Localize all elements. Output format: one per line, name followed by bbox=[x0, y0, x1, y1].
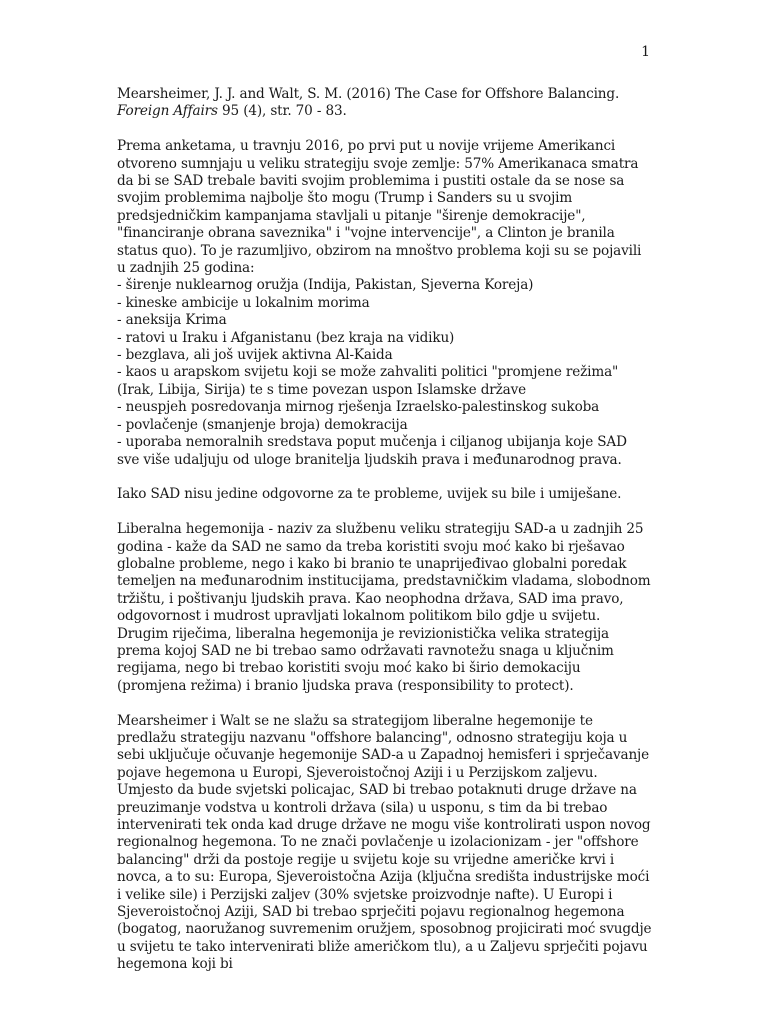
problem-list bbox=[117, 277, 652, 468]
page-number: 1 bbox=[641, 44, 650, 60]
list-item: - ratovi u Iraku i Afganistanu (bez kraja na vidiku) bbox=[117, 329, 455, 346]
paragraph-liberal-hegemony: Liberalna hegemonija - naziv za službenu veliku strategiju SAD-a u zadnjih 25 godina - kaže da SAD ne samo da treba koristiti svoju moć kako bi rješavao globalne probleme, nego i kako bi branio te unaprijeđivao globalni poredak temeljen na međunarodnim institucijama, predstavničkim vladama, slobodnom tržištu, i poštivanju ljudskih prava. Kao neophodna država, SAD ima pravo, odgovornost i mudrost upravljati lokalnom politikom bilo gdje u svijetu. Drugim riječima, liberalna hegemonija je revizionistička velika strategija prema kojoj SAD ne bi trebao samo održavati ravnotežu snaga u ključnim regijama, nego bi trebao koristiti svoju moć kako bi širio demokaciju (promjena režima) i branio ljudska prava (responsibility to protect). bbox=[117, 521, 651, 694]
list-item: - kineske ambicije u lokalnim morima bbox=[117, 294, 370, 311]
paragraph-gap bbox=[117, 469, 652, 486]
document-body bbox=[117, 86, 652, 974]
paragraph-gap bbox=[117, 695, 652, 712]
citation-authors: Mearsheimer, J. J. and Walt, S. M. (2016) The Case for Offshore Balancing. bbox=[117, 86, 620, 102]
list-item: - aneksija Krima bbox=[117, 312, 227, 329]
paragraph-offshore-balancing: Mearsheimer i Walt se ne slažu sa strategijom liberalne hegemonije te predlažu strategiju nazvanu "offshore balancing", odnosno strategiju koja u sebi uključuje očuvanje hegemonije SAD-a u Zapadnoj hemisferi i sprječavanje pojave hegemona u Europi, Sjeveroistočnoj Aziji i u Perzijskom zaljevu. Umjesto da bude svjetski policajac, SAD bi trebao potaknuti druge države na preuzimanje vodstva u kontroli država (sila) u usponu, s tim da bi trebao intervenirati tek onda kad druge države ne mogu više kontrolirati uspon novog regionalnog hegemona. To ne znači povlačenje u izolacionizam - jer "offshore balancing" drži da postoje regije u svijetu koje su vrijedne američke krvi i novca, a to su: Europa, Sjeveroistočna Azija (ključna središta industrijske moći i velike sile) i Perzijski zaljev (30% svjetske proizvodnje nafte). U Europi i Sjeveroistočnoj Aziji, SAD bi trebao sprječiti pojavu regionalnog hegemona (bogatog, naoružanog suvremenim oružjem, sposobnog projicirati moć svugdje u svijetu te tako intervenirati bliže američkom tlu), a u Zaljevu sprječiti pojavu hegemona koji bi bbox=[117, 712, 652, 973]
paragraph-responsibility: Iako SAD nisu jedine odgovorne za te probleme, uvijek su bile i umiješane. bbox=[117, 486, 622, 503]
citation-details: 95 (4), str. 70 - 83. bbox=[222, 103, 347, 120]
list-item: - bezglava, ali još uvijek aktivna Al-Kaida bbox=[117, 347, 393, 364]
citation bbox=[117, 86, 652, 121]
list-item: - povlačenje (smanjenje broja) demokracija bbox=[117, 416, 408, 433]
paragraph-gap bbox=[117, 504, 652, 521]
list-item: - širenje nuklearnog oružja (Indija, Pakistan, Sjeverna Koreja) bbox=[117, 277, 534, 294]
citation-journal: Foreign Affairs bbox=[117, 103, 218, 120]
intro-paragraph: Prema anketama, u travnju 2016, po prvi put u novije vrijeme Amerikanci otvoreno sumnjaju u veliku strategiju svoje zemlje: 57% Amerikanaca smatra da bi se SAD trebale baviti svojim problemima i pustiti ostale da se nose sa svojim problemima najbolje što mogu (Trump i Sanders su u svojim predsjedničkim kampanjama stavljali u pitanje "širenje demokracije", "financiranje obrana saveznika" i "vojne intervencije", a Clinton je branila status quo). To je razumljivo, obzirom na mnoštvo problema koji su se pojavili u zadnjih 25 godina: bbox=[117, 138, 642, 277]
list-item: - neuspjeh posredovanja mirnog rješenja Izraelsko-palestinskog sukoba bbox=[117, 399, 600, 416]
list-item: - kaos u arapskom svijetu koji se može zahvaliti politici "promjene režima" (Irak, Libija, Sirija) te s time povezan uspon Islamske države bbox=[117, 364, 619, 398]
paragraph-gap bbox=[117, 121, 652, 138]
list-item: - uporaba nemoralnih sredstava poput mučenja i ciljanog ubijanja koje SAD sve više udaljuju od uloge branitelja ljudskih prava i međunarodnog prava. bbox=[117, 434, 627, 468]
